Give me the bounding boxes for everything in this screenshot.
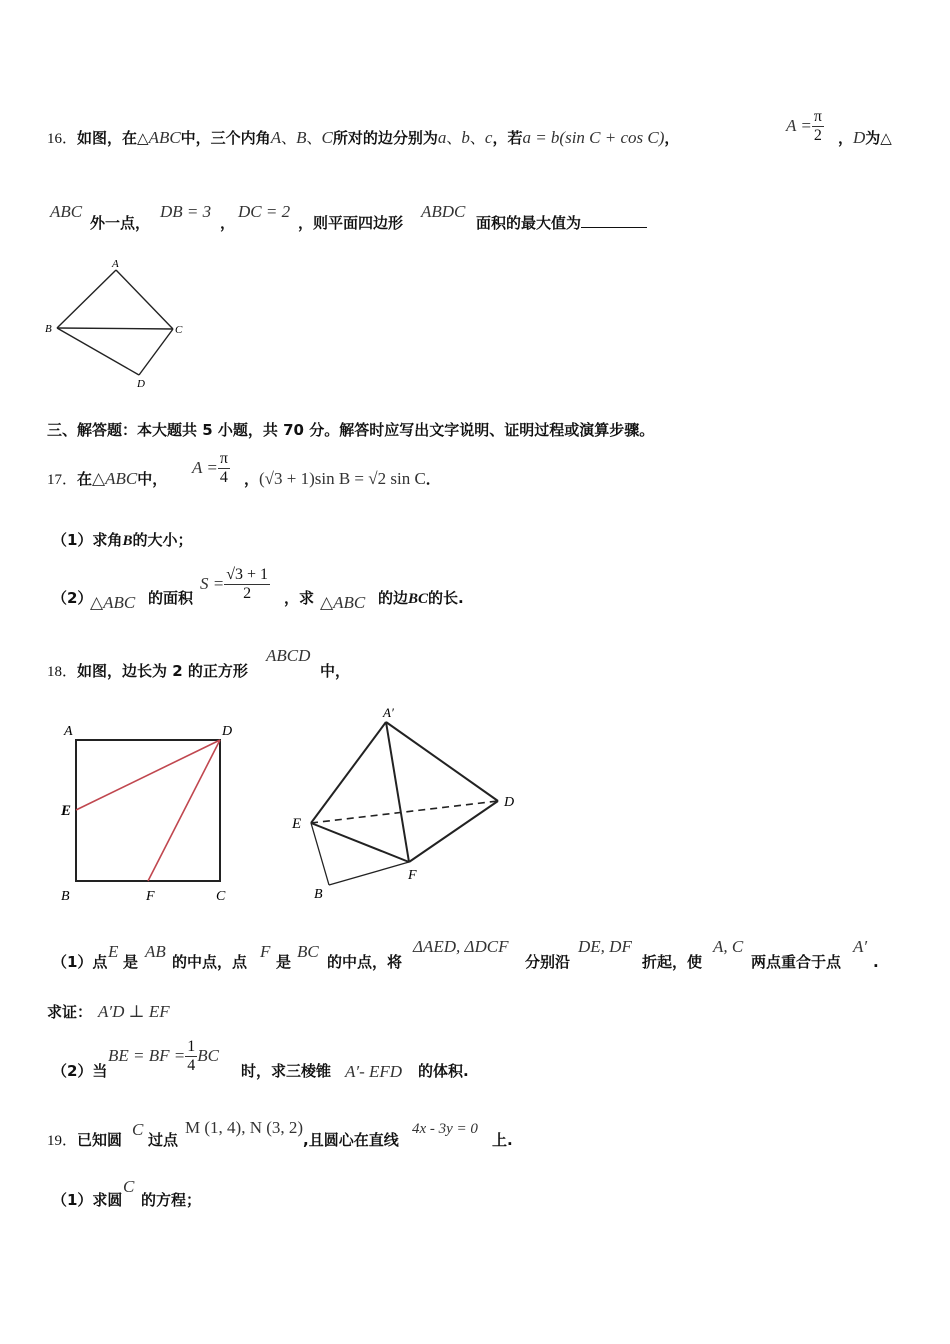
q17-line1: 17．在△ABC中， [47,469,168,488]
q18-p2-a: （2）当 [52,1062,108,1080]
q18-pyramid-figure [285,700,530,905]
label-b: B [45,323,52,335]
segment-fd [148,740,220,881]
q16-dc: DC = 2 [238,202,291,221]
q18-p1-i: 折起，使 [642,953,703,971]
section-3-heading: 三、解答题：本大题共 5 小题，共 70 分。解答时应写出文字说明、证明过程或演算步骤。 [47,421,655,439]
q18-p1-d: 是 [276,953,292,971]
q18-square-figure [55,718,250,908]
label-a: A [64,724,73,739]
q18-p1-b: 是 [123,953,139,971]
q18-p1-c: 的中点，点 [172,953,248,971]
q17-part2e: △ABC [320,593,366,612]
q19-line1-c: ,且圆心在直线 [303,1131,399,1149]
edge-a-e [311,722,386,823]
q19-p1-b: 的方程； [141,1191,202,1209]
label-f: F [146,889,155,904]
q17-part2a: （2） [52,589,93,607]
q16-line2b: 外一点， [90,214,151,232]
q16-line1-end: ，D为△ [838,128,892,147]
q18-p1-a: （1）点 [52,953,108,971]
q18-p1-h: 分别沿 [525,953,571,971]
edge-a-f [386,722,409,862]
edge-ac [116,270,173,329]
q18-p2-formula: BE = BF = $\frac{1}{4}$ BC [108,1038,219,1074]
label-c: C [175,324,183,336]
q16-db: DB = 3 [160,202,212,221]
q18-p1-tris: ΔAED, ΔDCF [413,937,509,956]
q17-area-formula: S = $\frac{√3 + 1}{2}$ [200,566,269,602]
q18-p2-c: 的体积. [418,1062,469,1080]
answer-blank [581,213,647,228]
q16-abdc: ABDC [421,202,466,221]
label-d: D [137,378,145,390]
q19-line-eq: 4x - 3y = 0 [412,1121,478,1137]
q19-p1-c: C [123,1177,135,1196]
q18-p2-pyr: A′- EFD [345,1062,403,1081]
fraction: $\frac{\pi}{2}$ [813,108,822,144]
edge-a-d [386,722,498,801]
q17-part2f: 的边BC的长. [378,589,464,607]
q16-line1: 16．如图，在△ABC中，三个内角A、B、C所对的边分别为a、b、c，若a = b(sin C + cos C)， [47,128,680,147]
q17-part2b: △ABC [90,593,136,612]
q17-part2d: ，求 [284,589,315,607]
q19-p1-a: （1）求圆 [52,1191,123,1209]
q17-angle-a: A = $\frac{\pi}{4}$ [192,450,228,486]
q16-line2c: ，则平面四边形 [298,214,404,232]
q19-c: C [132,1120,144,1139]
label-c: C [216,889,226,904]
edge-ab [57,270,116,328]
q18-p1-folds: DE, DF [578,937,632,956]
label-b: B [314,887,323,902]
q16-comma: ， [220,214,236,232]
label-e: E [61,803,72,819]
q18-p1-ab: AB [145,942,166,961]
q18-p1-f: F [260,942,271,961]
label-e: E [292,816,302,832]
edge-e-b [311,823,329,885]
q16-line2d: 面积的最大值为 [476,213,647,233]
q19-line1-b: 过点 [148,1131,179,1149]
q18-p1-k: . [873,953,879,971]
label-d: D [222,724,233,739]
q16-angle-a: A = $\frac{\pi}{2}$ [786,108,822,144]
edge-dc [139,329,173,375]
segment-ed [76,740,220,810]
q18-line1: 18．如图，边长为 2 的正方形 [47,662,248,680]
q18-p1-bc: BC [297,942,319,961]
q18-p1-j: 两点重合于点 [751,953,842,971]
edge-b-f [329,862,409,885]
label-b: B [61,889,70,904]
q19-points: M (1, 4), N (3, 2) [185,1118,304,1137]
q18-line1-end: 中， [320,662,351,680]
q18-p1-g: 的中点，将 [327,953,403,971]
q18-p1-ac: A, C [713,937,744,956]
edge-bc [57,328,173,329]
q17-part2c: 的面积 [148,589,194,607]
edge-e-f [311,823,409,862]
q18-p1-aprime: A′ [853,937,868,956]
label-a-prime: A′ [383,705,394,720]
q16-line2: ABC [50,202,83,221]
q18-abcd: ABCD [266,646,311,665]
square-abcd [76,740,220,881]
edge-bd [57,328,139,375]
q17-part1: （1）求角B的大小； [52,531,193,549]
q18-proof: 求证： A′D ⊥ EF [47,1002,170,1021]
q18-p1-e: E [108,942,119,961]
q19-line1-d: 上. [492,1131,513,1149]
label-a: A [112,258,119,270]
label-d: D [504,795,515,810]
q19-line1-a: 19．已知圆 [47,1131,123,1149]
q16-figure [40,255,200,395]
q18-p2-b: 时，求三棱锥 [241,1062,332,1080]
label-f: F [408,868,417,883]
q17-line1-end: ，(√3 + 1)sin B = √2 sin C． [244,469,441,488]
